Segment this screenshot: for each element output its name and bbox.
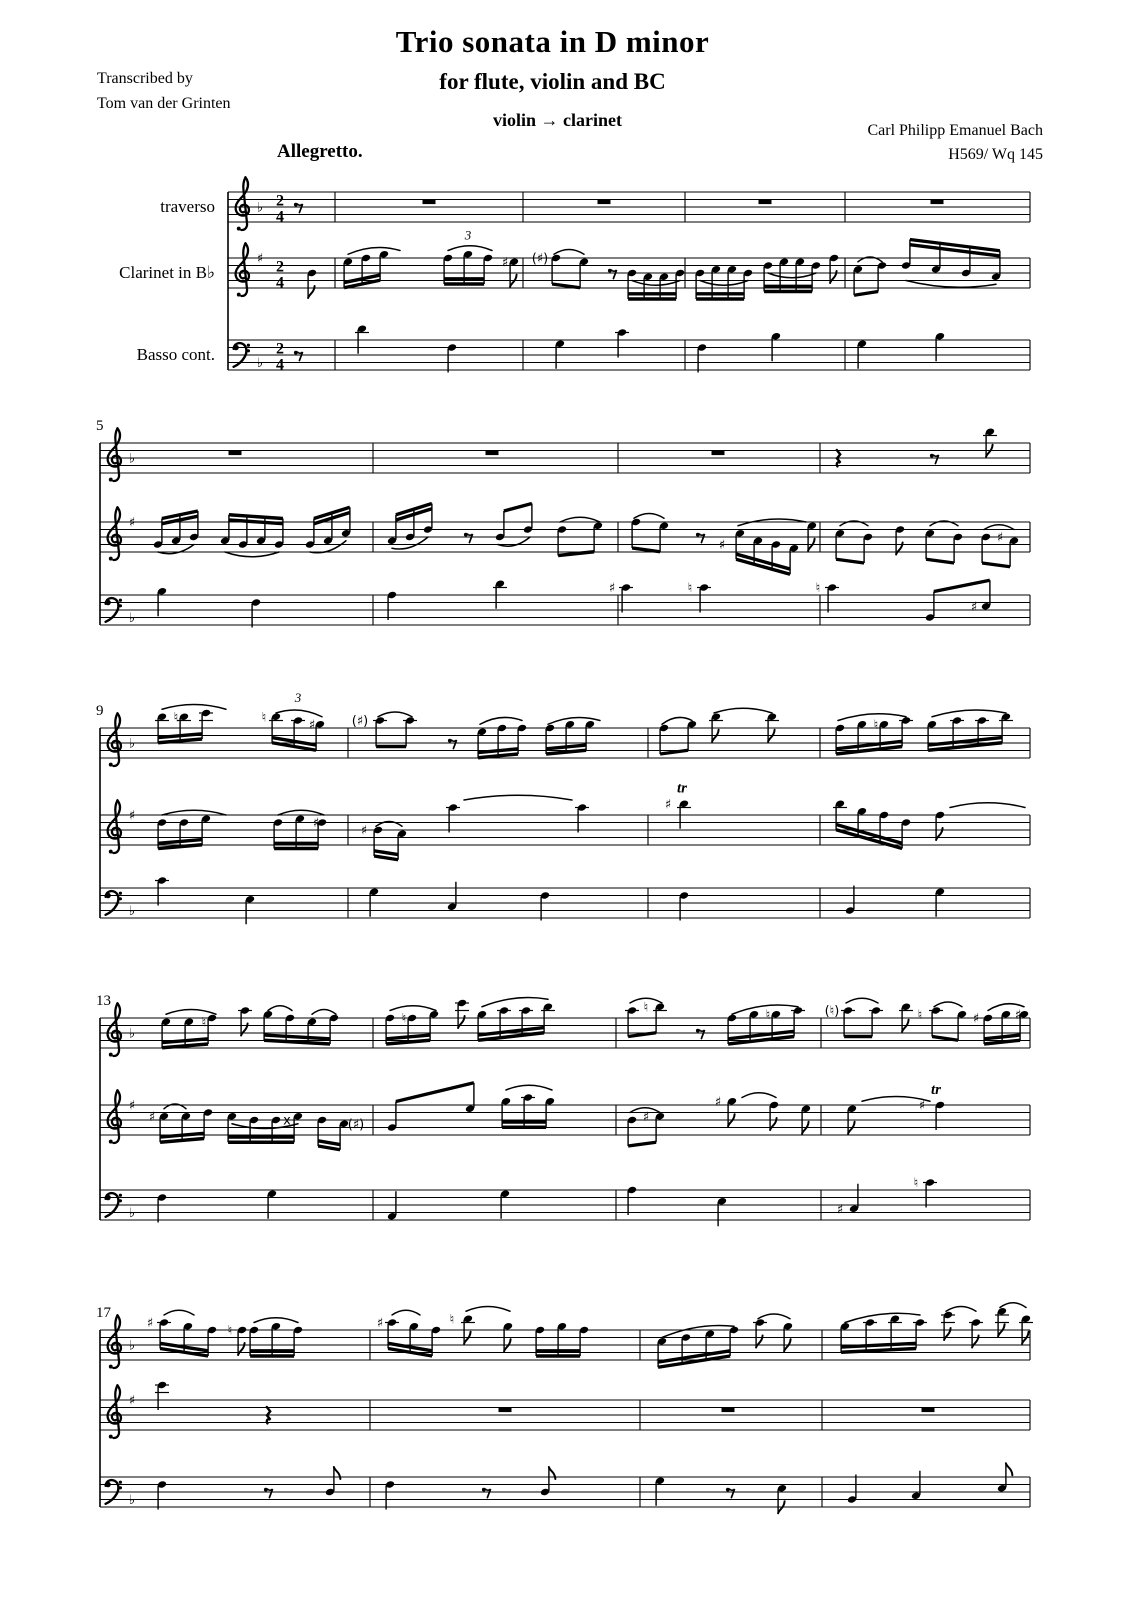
svg-text:♯: ♯: [148, 1109, 156, 1125]
svg-text:♭: ♭: [128, 736, 136, 752]
svg-text:♯: ♯: [972, 1011, 980, 1027]
svg-text:♯: ♯: [308, 717, 316, 733]
svg-text:♯: ♯: [128, 515, 136, 531]
svg-text:♯: ♯: [918, 1098, 926, 1114]
svg-text:♯: ♯: [128, 808, 136, 824]
treble-clef-icon: [108, 1003, 121, 1056]
svg-text:2: 2: [276, 258, 284, 276]
svg-text:17: 17: [96, 1305, 111, 1321]
svg-text:♯: ♯: [146, 1316, 154, 1331]
svg-text:♮: ♮: [765, 1007, 771, 1023]
svg-text:2: 2: [276, 192, 284, 210]
svg-text:3: 3: [294, 689, 302, 705]
instrument-label-basso: Basso cont.: [136, 345, 215, 364]
system: [228, 177, 1030, 373]
svg-text:(♯): (♯): [531, 251, 549, 267]
system: [96, 418, 1030, 628]
svg-text:♮: ♮: [643, 1000, 649, 1016]
svg-text:♭: ♭: [128, 904, 136, 919]
svg-text:4: 4: [276, 274, 284, 292]
svg-text:♯: ♯: [376, 1316, 384, 1331]
svg-text:(♮): (♮): [824, 1004, 840, 1019]
svg-text:♮: ♮: [449, 1312, 455, 1328]
system: [96, 993, 1030, 1226]
svg-text:♯: ♯: [360, 823, 368, 839]
treble-clef-icon: [108, 713, 121, 766]
svg-text:♯: ♯: [501, 255, 509, 271]
svg-text:♮: ♮: [917, 1007, 923, 1023]
svg-text:♯: ♯: [664, 797, 672, 813]
tempo-marking: Allegretto.: [277, 141, 363, 162]
svg-text:♯: ♯: [312, 816, 320, 831]
composer-name: Carl Philipp Emanuel Bach: [867, 122, 1043, 139]
svg-text:5: 5: [96, 418, 104, 434]
treble-clef-icon: [236, 243, 249, 296]
svg-text:♭: ♭: [256, 200, 264, 216]
svg-text:♭: ♭: [128, 1338, 136, 1354]
svg-text:x: x: [283, 1113, 291, 1129]
svg-text:♯: ♯: [256, 251, 264, 267]
svg-text:3: 3: [464, 227, 472, 243]
svg-text:♭: ♭: [128, 611, 136, 626]
arrangement-note: violin → clarinet: [493, 110, 622, 130]
treble-clef-icon: [108, 1315, 121, 1368]
svg-text:♯: ♯: [608, 581, 616, 596]
svg-text:tr: tr: [676, 780, 688, 797]
svg-text:♯: ♯: [128, 1098, 136, 1114]
page-subtitle: for flute, violin and BC: [439, 69, 666, 94]
svg-text:♮: ♮: [401, 1011, 407, 1027]
treble-clef-icon: [108, 428, 121, 481]
system: [96, 1303, 1033, 1514]
svg-text:♮: ♮: [227, 1323, 233, 1339]
treble-clef-icon: [236, 177, 249, 230]
svg-text:♮: ♮: [815, 581, 821, 596]
page-title: Trio sonata in D minor: [395, 24, 710, 59]
svg-text:♮: ♮: [913, 1176, 919, 1191]
svg-text:(♯): (♯): [347, 1117, 365, 1133]
treble-clef-icon: [108, 1090, 121, 1143]
svg-text:♯: ♯: [718, 538, 726, 553]
svg-text:♮: ♮: [873, 717, 879, 733]
svg-text:♭: ♭: [256, 356, 264, 371]
catalog-number: H569/ Wq 145: [948, 146, 1043, 163]
treble-clef-icon: [108, 507, 121, 560]
svg-text:♮: ♮: [261, 710, 267, 726]
svg-text:♭: ♭: [128, 1493, 136, 1508]
transcriber-line-2: Tom van der Grinten: [97, 95, 231, 112]
svg-text:♮: ♮: [201, 1015, 207, 1031]
svg-text:♯: ♯: [714, 1094, 722, 1110]
svg-text:♯: ♯: [836, 1202, 844, 1218]
svg-text:♯: ♯: [996, 530, 1004, 546]
svg-text:♯: ♯: [970, 599, 978, 615]
svg-text:♯: ♯: [1014, 1007, 1022, 1023]
svg-text:♮: ♮: [687, 581, 693, 596]
treble-clef-icon: [108, 800, 121, 853]
svg-text:♭: ♭: [128, 1026, 136, 1042]
svg-text:2: 2: [276, 340, 284, 358]
instrument-label-traverso: traverso: [160, 197, 215, 216]
svg-text:♯: ♯: [642, 1109, 650, 1125]
svg-text:♯: ♯: [128, 1393, 136, 1409]
svg-text:♭: ♭: [128, 1206, 136, 1221]
svg-text:tr: tr: [930, 1081, 942, 1098]
svg-text:4: 4: [276, 208, 284, 226]
svg-text:13: 13: [96, 993, 111, 1009]
svg-text:(♯): (♯): [351, 714, 369, 729]
svg-text:4: 4: [276, 356, 284, 374]
svg-text:♮: ♮: [173, 710, 179, 726]
instrument-label-clarinet: Clarinet in B♭: [119, 263, 215, 282]
svg-text:♭: ♭: [128, 451, 136, 467]
transcriber-line-1: Transcribed by: [97, 70, 193, 87]
svg-text:9: 9: [96, 703, 104, 719]
system: [96, 690, 1030, 925]
treble-clef-icon: [108, 1385, 121, 1438]
